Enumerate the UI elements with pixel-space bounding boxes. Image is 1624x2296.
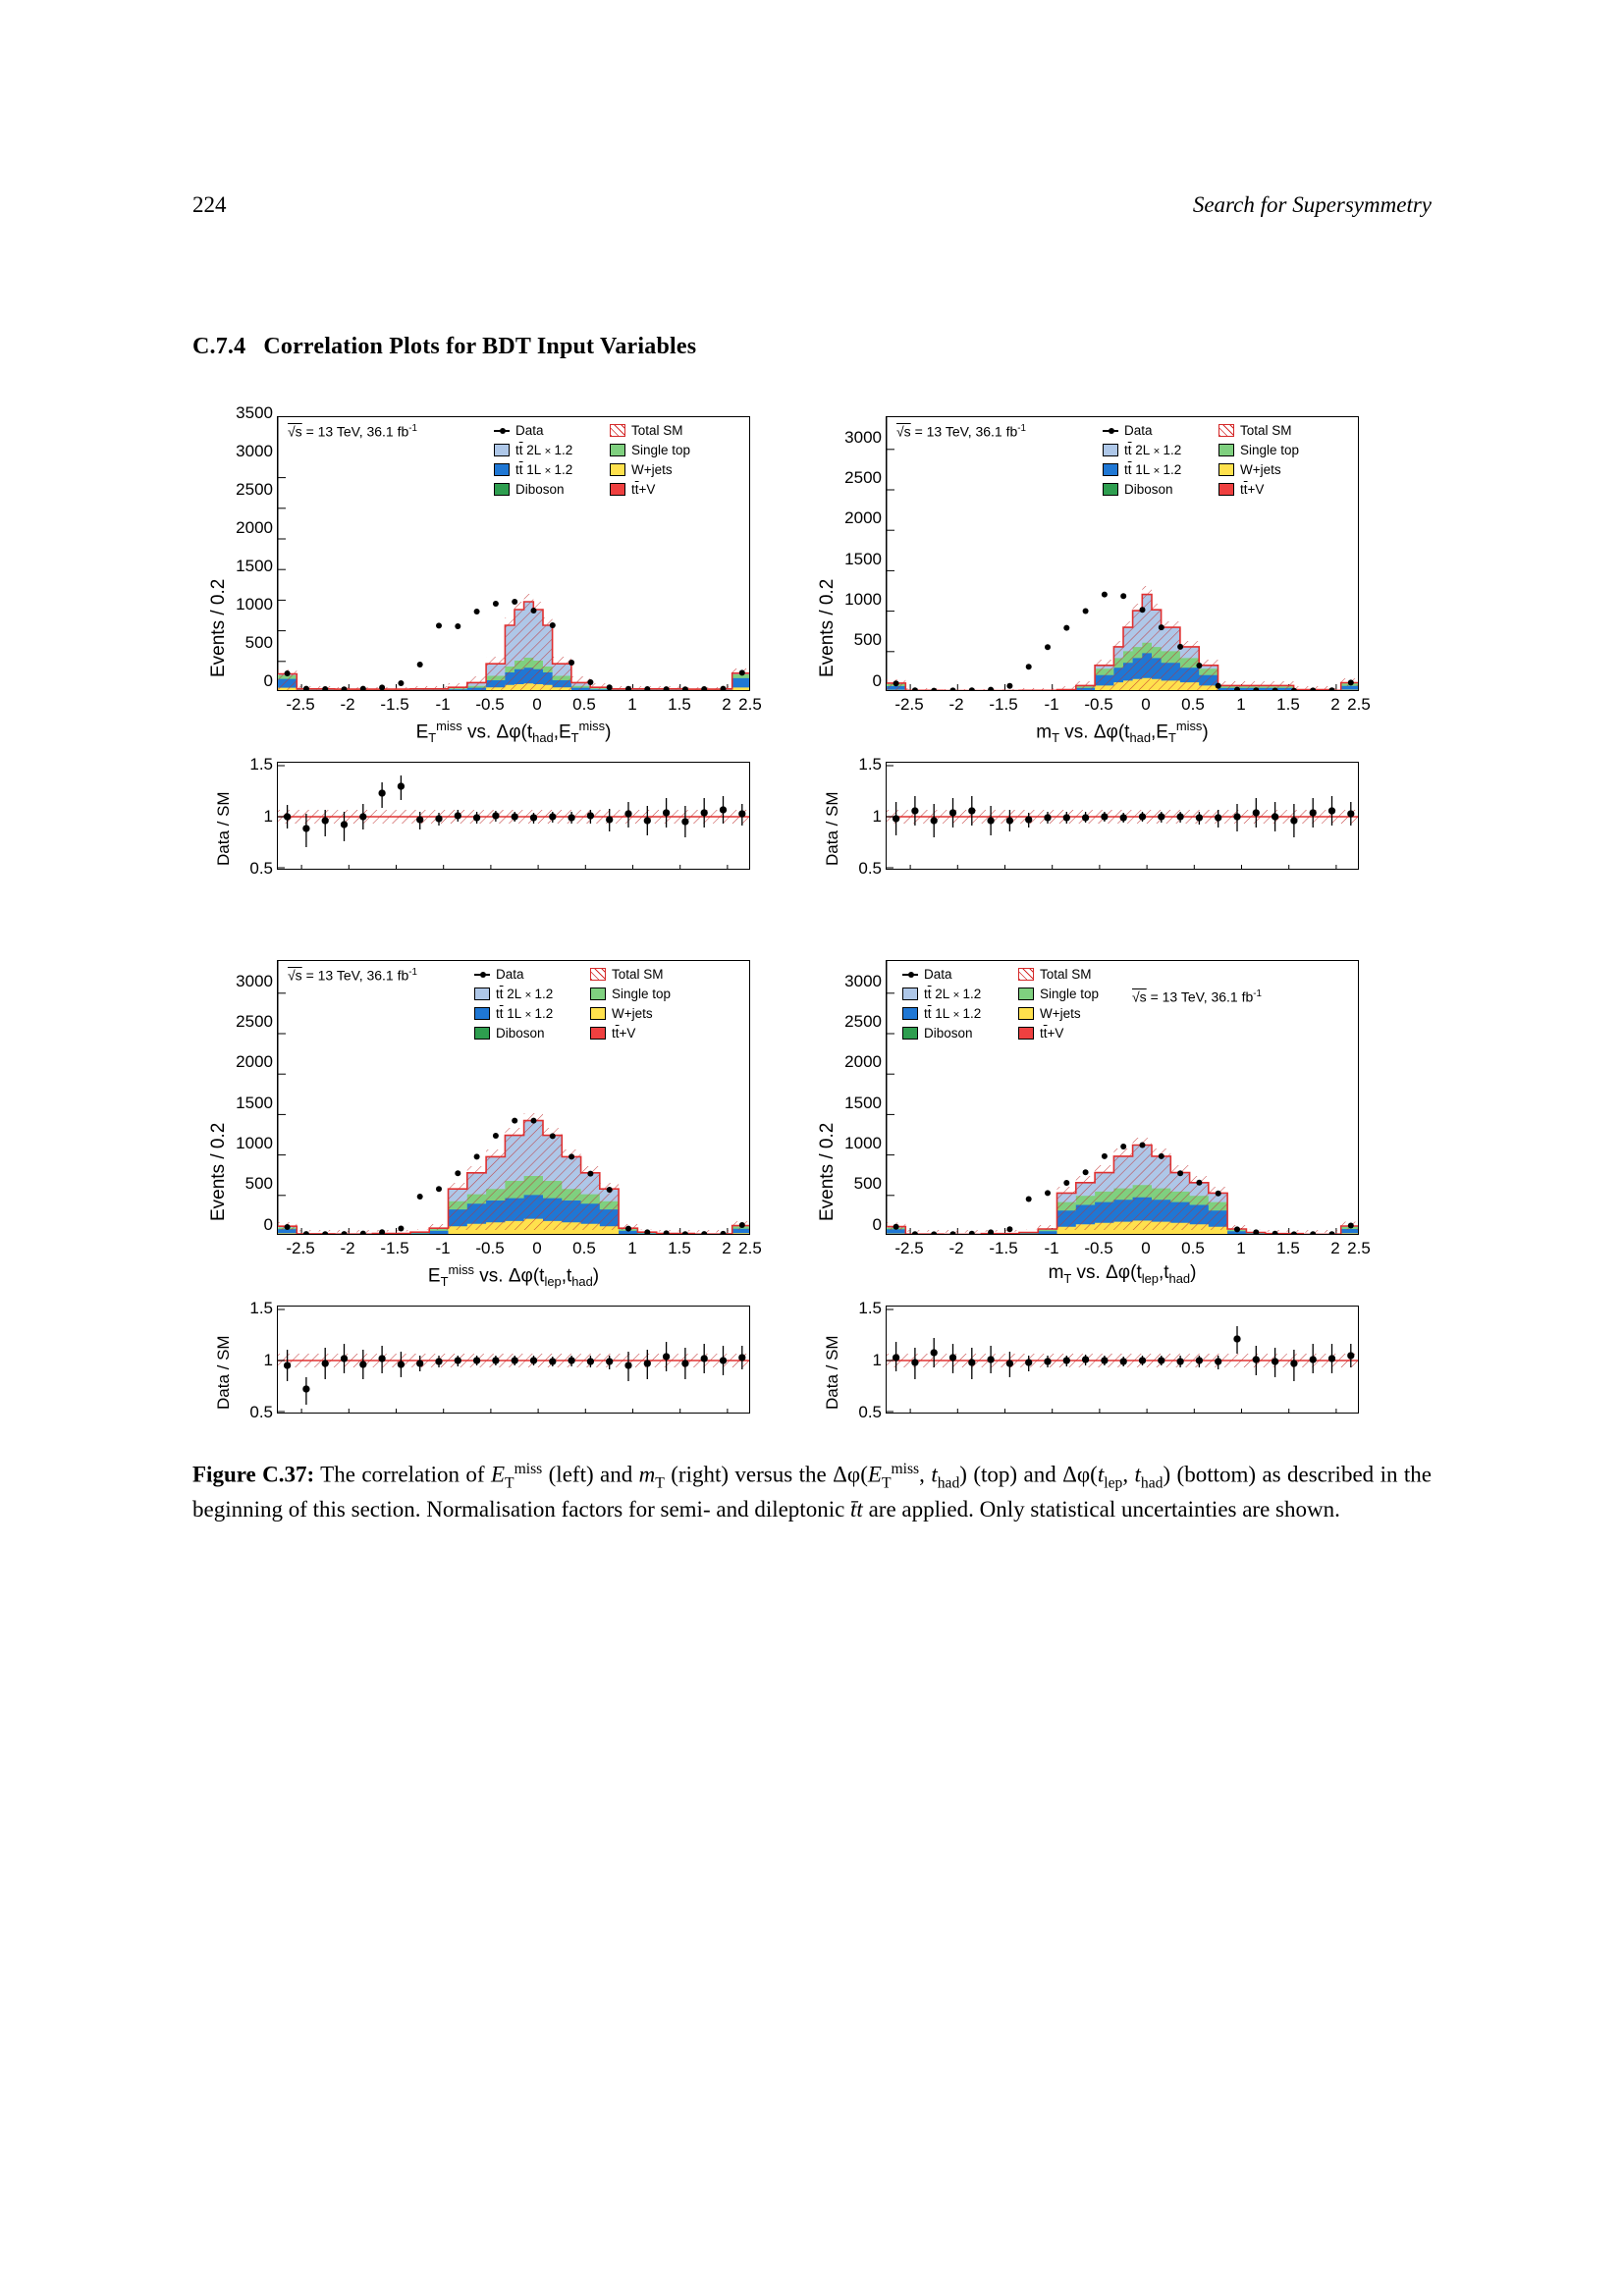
y-tick: 1500 [236,557,273,575]
x-tick: -0.5 [1084,1239,1113,1257]
single-top-swatch-icon [1218,444,1234,456]
ratio-plot-area [886,1306,1359,1414]
caption-math-5: t̄t [850,1497,863,1522]
ratio-y-ticks [228,755,273,878]
x-tick: 0 [532,1239,542,1257]
x-axis-ticks [277,1239,762,1264]
data-marker-icon [494,424,510,437]
legend-label: $t\overline{t}$ 1L × 1.2 [924,1005,982,1021]
x-tick: 2.5 [1347,1239,1371,1257]
main-plot-area [886,960,1359,1235]
ratio-y-tick: 0.5 [249,1403,273,1421]
legend [902,965,1134,1043]
y-tick: 1000 [844,590,882,609]
figure-row-bottom [192,956,1432,1467]
legend-label: W+jets [612,1005,653,1021]
legend-label: Diboson [496,1025,545,1041]
y-axis-ticks [222,403,273,697]
legend-label: Diboson [515,481,565,497]
caption-text-1: The correlation of [314,1462,491,1487]
x-tick: -1.5 [989,695,1018,714]
data-marker-icon [474,968,490,981]
ttv-swatch-icon [1018,1027,1034,1040]
y-tick: 1500 [844,550,882,568]
x-axis-title: $E_T^{miss}$ vs. $\Delta\varphi(t_{had},E_T^{miss})$ [415,719,612,746]
y-tick: 3000 [844,972,882,990]
caption-text-3: (right) versus the [664,1462,834,1487]
tt2l-swatch-icon [474,988,490,1000]
legend [494,421,726,500]
y-axis-label: Events / 0.2 [817,578,838,677]
legend-label: Total SM [631,422,683,438]
caption-text-5: (bottom) as described in the beginning of this section. Normalisation factors for semi- and dileptonic [192,1462,1432,1522]
x-tick: 0 [1141,695,1151,714]
legend-label: Single top [1040,986,1100,1001]
total-sm-swatch-icon [1218,424,1234,437]
y-tick: 2000 [844,508,882,527]
legend-label: Diboson [924,1025,973,1041]
x-tick: -0.5 [1084,695,1113,714]
ratio-y-tick: 0.5 [249,859,273,878]
y-axis-ticks [831,412,882,697]
legend-label: Data [515,422,544,438]
y-axis-label: Events / 0.2 [208,1122,229,1221]
ttv-swatch-icon [1218,483,1234,496]
y-tick: 3500 [236,403,273,422]
ratio-y-axis-label: Data / SM [214,1335,233,1410]
y-tick: 2000 [236,518,273,537]
section-number: C.7.4 [192,334,246,359]
x-axis-title: $m_T$ vs. $\Delta\varphi(t_{had},E_T^{miss})$ [1036,719,1209,746]
y-axis-ticks [831,956,882,1241]
x-axis-ticks [277,695,762,721]
x-tick: 1.5 [1276,695,1300,714]
wjets-swatch-icon [1018,1007,1034,1020]
legend-label: Data [496,966,524,982]
diboson-swatch-icon [1103,483,1118,496]
running-head [192,192,1432,222]
ratio-y-tick: 1.5 [249,1299,273,1317]
section-title: Correlation Plots for BDT Input Variables [263,334,697,359]
panel-bottom-right [801,956,1390,1467]
ratio-y-axis-label: Data / SM [823,791,841,866]
panel-top-right [801,412,1390,923]
y-tick: 3000 [844,428,882,447]
ratio-y-tick: 1 [872,1351,882,1369]
x-tick: -0.5 [475,1239,505,1257]
caption-text-4: (top) and [966,1462,1063,1487]
y-tick: 1000 [236,595,273,614]
tt2l-swatch-icon [902,988,918,1000]
x-tick: -0.5 [475,695,505,714]
x-tick: 0.5 [572,1239,596,1257]
x-tick: -1 [1044,1239,1059,1257]
y-tick: 500 [853,1174,882,1193]
x-tick: -1.5 [380,695,409,714]
x-tick: -2.5 [894,695,924,714]
total-sm-swatch-icon [590,968,606,981]
x-tick: -2.5 [286,695,315,714]
ttv-swatch-icon [590,1027,606,1040]
x-tick: 2.5 [738,1239,762,1257]
legend-label: Single top [612,986,672,1001]
x-tick: 1 [627,1239,637,1257]
legend-label: W+jets [1040,1005,1081,1021]
y-tick: 2500 [236,480,273,499]
single-top-swatch-icon [1018,988,1034,1000]
y-tick: 1000 [236,1134,273,1152]
x-tick: 2 [1330,1239,1340,1257]
lumi-label: √s = 13 TeV, 36.1 $fb^{-1}$ [1132,988,1263,1005]
ratio-y-tick: 0.5 [858,1403,882,1421]
main-plot-area [277,416,750,691]
x-tick: 0 [532,695,542,714]
y-tick: 2500 [844,468,882,487]
x-axis-title: $E_T^{miss}$ vs. $\Delta\varphi(t_{lep},t_{had})$ [427,1262,600,1290]
x-tick: 1.5 [668,1239,691,1257]
single-top-swatch-icon [610,444,625,456]
panel-bottom-left [192,956,782,1467]
y-tick: 500 [244,1174,273,1193]
x-tick: 2 [1330,695,1340,714]
figure-row-top [192,403,1432,923]
lumi-label: √s = 13 TeV, 36.1 $fb^{-1}$ [288,967,418,984]
tt2l-swatch-icon [494,444,510,456]
x-tick: -1 [435,1239,451,1257]
panel-top-left [192,403,782,923]
data-marker-icon [902,968,918,981]
wjets-swatch-icon [1218,463,1234,476]
ratio-plot-area [277,1306,750,1414]
x-tick: -2.5 [894,1239,924,1257]
legend-label: $t\overline{t}$ 2L × 1.2 [1124,442,1182,457]
x-tick: -2 [340,695,355,714]
y-tick: 3000 [236,972,273,990]
legend-label: Total SM [1040,966,1092,982]
data-marker-icon [1103,424,1118,437]
legend-label: $t\overline{t}$ 1L × 1.2 [515,461,573,477]
main-plot-area [277,960,750,1235]
legend-label: $t\overline{t}+V$ [1040,1025,1064,1041]
x-axis-title: $m_T$ vs. $\Delta\varphi(t_{lep},t_{had})$ [1048,1262,1197,1286]
running-title: Search for Supersymmetry [1192,192,1432,217]
legend-label: $t\overline{t}+V$ [631,481,656,497]
x-tick: 1 [1236,695,1246,714]
y-tick: 2500 [844,1012,882,1031]
x-tick: -1.5 [989,1239,1018,1257]
legend-label: Data [1124,422,1153,438]
y-axis-label: Events / 0.2 [208,578,229,677]
y-tick: 0 [263,671,273,690]
x-tick: -1 [1044,695,1059,714]
x-tick: -1 [435,695,451,714]
ratio-y-axis-label: Data / SM [823,1335,841,1410]
ratio-y-ticks [228,1299,273,1421]
ratio-y-tick: 1.5 [249,755,273,774]
legend-label: W+jets [1240,461,1281,477]
x-tick: -2.5 [286,1239,315,1257]
x-tick: 0 [1141,1239,1151,1257]
caption-text-6: are applied. Only statistical uncertainties are shown. [862,1497,1340,1522]
legend-label: Single top [631,442,691,457]
legend-label: Diboson [1124,481,1173,497]
legend [1103,421,1334,500]
tt1l-swatch-icon [474,1007,490,1020]
legend-label: Data [924,966,952,982]
ratio-y-tick: 1 [263,807,273,826]
legend-label: $t\overline{t}$ 2L × 1.2 [496,986,554,1001]
x-tick: -1.5 [380,1239,409,1257]
figure-c37 [192,403,1432,1467]
y-tick: 2000 [236,1052,273,1071]
legend-label: $t\overline{t}+V$ [1240,481,1265,497]
page-number: 224 [192,192,227,217]
total-sm-swatch-icon [610,424,625,437]
x-tick: 1 [1236,1239,1246,1257]
lumi-label: √s = 13 TeV, 36.1 $fb^{-1}$ [288,423,418,440]
ttv-swatch-icon [610,483,625,496]
tt1l-swatch-icon [902,1007,918,1020]
legend-label: $t\overline{t}$ 2L × 1.2 [515,442,573,457]
total-sm-swatch-icon [1018,968,1034,981]
y-axis-ticks [222,956,273,1241]
figure-label: Figure C.37: [192,1462,315,1487]
y-tick: 1000 [844,1134,882,1152]
x-tick: 0.5 [1181,695,1205,714]
y-tick: 1500 [844,1094,882,1112]
wjets-swatch-icon [610,463,625,476]
legend-label: $t\overline{t}$ 1L × 1.2 [496,1005,554,1021]
legend-label: Single top [1240,442,1300,457]
wjets-swatch-icon [590,1007,606,1020]
ratio-y-tick: 1 [872,807,882,826]
legend-label: W+jets [631,461,673,477]
tt1l-swatch-icon [494,463,510,476]
y-tick: 0 [872,671,882,690]
x-tick: 2.5 [1347,695,1371,714]
x-tick: -2 [948,695,964,714]
ratio-y-tick: 1 [263,1351,273,1369]
ratio-plot-area [886,762,1359,870]
diboson-swatch-icon [902,1027,918,1040]
tt1l-swatch-icon [1103,463,1118,476]
y-tick: 500 [853,630,882,649]
legend-label: Total SM [612,966,664,982]
ratio-y-tick: 0.5 [858,859,882,878]
x-tick: 1 [627,695,637,714]
y-tick: 3000 [236,442,273,460]
legend-label: Total SM [1240,422,1292,438]
y-tick: 2500 [236,1012,273,1031]
legend-label: $t\overline{t}+V$ [612,1025,636,1041]
y-tick: 0 [872,1215,882,1234]
x-axis-ticks [886,1239,1371,1264]
x-tick: 0.5 [572,695,596,714]
ratio-y-axis-label: Data / SM [214,791,233,866]
legend-label: $t\overline{t}$ 1L × 1.2 [1124,461,1182,477]
caption-text-2: (left) and [542,1462,639,1487]
section-heading [192,334,696,360]
figure-caption: Figure C.37: The correlation of $E_T^{miss}$ (left) and $m_T$ (right) versus the $\Delta\varphi(E_T^{miss}$, $t_{had}$) (top) and $\Delta\varphi(t_{lep}$, $t_{had}$) (bottom) as described in the beginning of this section. Normalisation factors for semi- and dileptonic t̄t are applied. Only statistical uncertainties are shown. [192,1461,1432,1522]
lumi-label: √s = 13 TeV, 36.1 $fb^{-1}$ [896,423,1027,440]
ratio-y-ticks [837,1299,882,1421]
x-tick: -2 [948,1239,964,1257]
x-axis-ticks [886,695,1371,721]
ratio-y-tick: 1.5 [858,1299,882,1317]
y-tick: 1500 [236,1094,273,1112]
x-tick: 1.5 [1276,1239,1300,1257]
tt2l-swatch-icon [1103,444,1118,456]
x-tick: 2.5 [738,695,762,714]
x-tick: 1.5 [668,695,691,714]
y-tick: 500 [244,633,273,652]
x-tick: 2 [722,1239,731,1257]
legend [474,965,706,1043]
main-plot-area [886,416,1359,691]
single-top-swatch-icon [590,988,606,1000]
x-tick: -2 [340,1239,355,1257]
ratio-y-ticks [837,755,882,878]
diboson-swatch-icon [494,483,510,496]
y-tick: 2000 [844,1052,882,1071]
y-tick: 0 [263,1215,273,1234]
diboson-swatch-icon [474,1027,490,1040]
y-axis-label: Events / 0.2 [817,1122,838,1221]
ratio-plot-area [277,762,750,870]
ratio-y-tick: 1.5 [858,755,882,774]
x-tick: 2 [722,695,731,714]
legend-label: $t\overline{t}$ 2L × 1.2 [924,986,982,1001]
x-tick: 0.5 [1181,1239,1205,1257]
